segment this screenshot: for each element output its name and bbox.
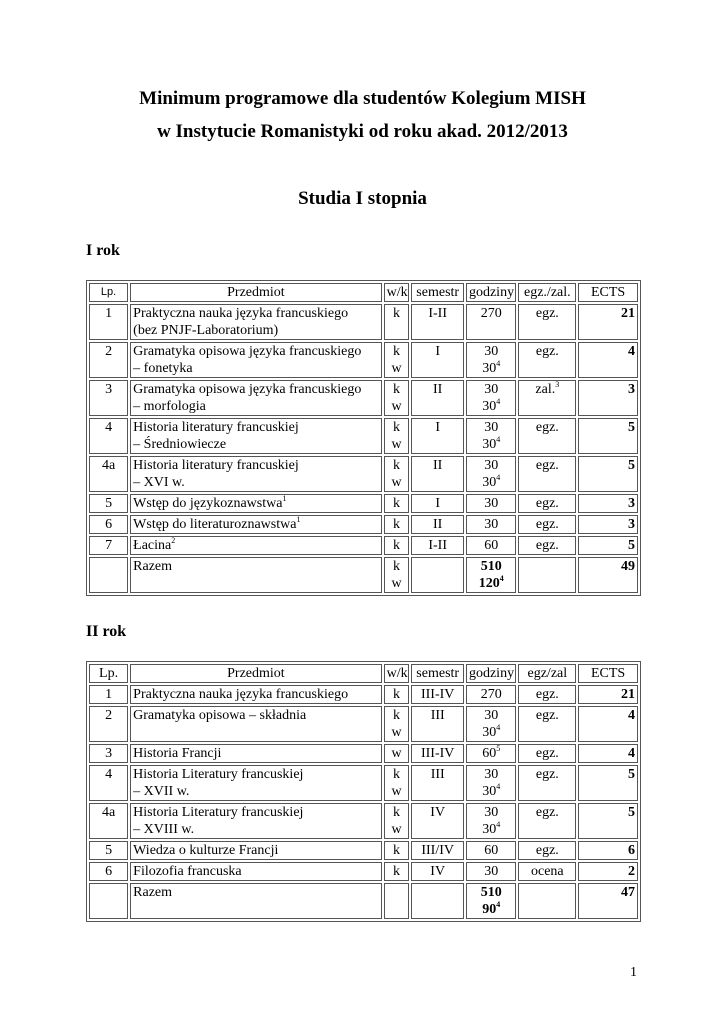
hours-cell bbox=[466, 304, 517, 340]
hours-cell bbox=[466, 536, 517, 555]
wk-value-2: w bbox=[391, 399, 402, 414]
exam-cell bbox=[518, 706, 576, 742]
wk-value-2: w bbox=[391, 437, 402, 452]
wk-cell bbox=[384, 557, 410, 593]
hours-value-2: 30 bbox=[482, 784, 497, 799]
year-2-heading: II rok bbox=[86, 623, 127, 640]
hours-total-cell bbox=[466, 883, 517, 919]
hours-value: 60 bbox=[484, 538, 499, 553]
exam-value: egz. bbox=[535, 344, 559, 359]
wk-value: k bbox=[393, 767, 401, 782]
lp-cell: 6 bbox=[89, 515, 128, 534]
exam-cell bbox=[518, 342, 576, 378]
subject-detail: – XVII w. bbox=[133, 784, 190, 799]
hours-value: 30 bbox=[484, 864, 499, 879]
page-title-line-2: w Instytucie Romanistyki od roku akad. 2012/2013 bbox=[157, 121, 568, 142]
hours-cell bbox=[466, 862, 517, 881]
column-header-hours: godziny bbox=[466, 664, 517, 683]
subject-cell bbox=[130, 536, 381, 555]
hours-value-2: 30 bbox=[482, 399, 497, 414]
ects-total: 47 bbox=[578, 883, 638, 919]
lp-cell: 2 bbox=[89, 706, 128, 742]
hours-value-2: 30 bbox=[482, 437, 497, 452]
subject-cell bbox=[130, 685, 381, 704]
ects-cell: 5 bbox=[578, 803, 638, 839]
exam-cell bbox=[518, 304, 576, 340]
hours-cell bbox=[466, 803, 517, 839]
column-header-lp: Lp. bbox=[89, 664, 128, 683]
wk-value: k bbox=[393, 306, 401, 321]
subject-name: Historia literatury francuskiej bbox=[133, 458, 299, 473]
hours-value: 30 bbox=[484, 458, 499, 473]
table-row bbox=[89, 841, 638, 860]
page-number: 1 bbox=[630, 965, 637, 980]
semester-cell: I bbox=[411, 418, 464, 454]
lp-cell: 4a bbox=[89, 456, 128, 492]
wk-value-2: w bbox=[391, 822, 402, 837]
page-subtitle: Studia I stopnia bbox=[298, 188, 427, 209]
exam-value: egz. bbox=[535, 746, 559, 761]
footnote-mark: 1 bbox=[296, 515, 301, 524]
wk-cell bbox=[384, 744, 410, 763]
exam-cell bbox=[518, 841, 576, 860]
ects-cell: 3 bbox=[578, 515, 638, 534]
exam-cell bbox=[518, 515, 576, 534]
exam-value: egz. bbox=[535, 767, 559, 782]
wk-value-2: w bbox=[391, 784, 402, 799]
hours-value: 30 bbox=[484, 805, 499, 820]
wk-cell bbox=[384, 685, 410, 704]
table-row bbox=[89, 744, 638, 763]
subject-cell bbox=[130, 706, 381, 742]
table-row bbox=[89, 515, 638, 534]
hours-total-cell bbox=[466, 557, 517, 593]
wk-total-line-1: k bbox=[393, 559, 401, 574]
hours-cell bbox=[466, 744, 517, 763]
wk-value: k bbox=[393, 843, 401, 858]
exam-cell bbox=[518, 862, 576, 881]
subject-name: Praktyczna nauka języka francuskiego bbox=[133, 306, 349, 321]
wk-cell bbox=[384, 494, 410, 513]
exam-cell bbox=[518, 418, 576, 454]
year-1-table bbox=[86, 280, 641, 596]
footnote-mark: 4 bbox=[496, 820, 501, 829]
footnote-mark: 5 bbox=[496, 744, 501, 753]
total-row bbox=[89, 883, 638, 919]
exam-value: egz. bbox=[535, 805, 559, 820]
lp-cell: 4 bbox=[89, 418, 128, 454]
wk-value: k bbox=[393, 538, 401, 553]
ects-cell: 2 bbox=[578, 862, 638, 881]
hours-cell bbox=[466, 380, 517, 416]
semester-cell bbox=[411, 883, 464, 919]
exam-cell bbox=[518, 803, 576, 839]
subject-name: Wstęp do językoznawstwa bbox=[133, 496, 283, 511]
subject-detail: – morfologia bbox=[133, 399, 206, 414]
year-2-table bbox=[86, 661, 641, 922]
hours-value: 270 bbox=[480, 687, 502, 702]
column-header-exam: egz./zal. bbox=[518, 283, 576, 302]
subject-cell bbox=[130, 862, 381, 881]
hours-cell bbox=[466, 515, 517, 534]
wk-value-2: w bbox=[391, 475, 402, 490]
exam-cell bbox=[518, 456, 576, 492]
column-header-lp: Lp. bbox=[89, 283, 128, 302]
exam-value: egz. bbox=[535, 458, 559, 473]
wk-cell bbox=[384, 456, 410, 492]
subject-detail: – XVIII w. bbox=[133, 822, 195, 837]
subject-name: Historia Literatury francuskiej bbox=[133, 767, 304, 782]
subject-cell bbox=[130, 456, 381, 492]
lp-cell bbox=[89, 557, 128, 593]
hours-value: 30 bbox=[484, 344, 499, 359]
total-row bbox=[89, 557, 638, 593]
subject-name: Filozofia francuska bbox=[133, 864, 242, 879]
exam-value: egz. bbox=[535, 843, 559, 858]
exam-value: zal. bbox=[535, 382, 556, 397]
wk-cell bbox=[384, 342, 410, 378]
semester-cell: I bbox=[411, 494, 464, 513]
semester-cell: III-IV bbox=[411, 685, 464, 704]
exam-cell bbox=[518, 765, 576, 801]
semester-cell: III/IV bbox=[411, 841, 464, 860]
wk-value: k bbox=[393, 708, 401, 723]
footnote-mark: 4 bbox=[496, 473, 501, 482]
table-row bbox=[89, 685, 638, 704]
ects-cell: 21 bbox=[578, 685, 638, 704]
table-row bbox=[89, 342, 638, 378]
lp-cell: 5 bbox=[89, 841, 128, 860]
wk-cell bbox=[384, 862, 410, 881]
exam-value: egz. bbox=[535, 420, 559, 435]
hours-cell bbox=[466, 685, 517, 704]
ects-cell: 6 bbox=[578, 841, 638, 860]
subject-detail: – fonetyka bbox=[133, 361, 193, 376]
subject-cell bbox=[130, 494, 381, 513]
subject-cell bbox=[130, 304, 381, 340]
wk-value: k bbox=[393, 382, 401, 397]
subject-name: Historia Literatury francuskiej bbox=[133, 805, 304, 820]
hours-value: 30 bbox=[484, 382, 499, 397]
hours-value: 30 bbox=[484, 708, 499, 723]
ects-cell: 4 bbox=[578, 342, 638, 378]
hours-value-2: 30 bbox=[482, 361, 497, 376]
table-row bbox=[89, 304, 638, 340]
exam-value: ocena bbox=[531, 864, 564, 879]
exam-cell bbox=[518, 883, 576, 919]
page-title: Minimum programowe dla studentów Kolegium MISH bbox=[139, 88, 586, 109]
exam-cell bbox=[518, 380, 576, 416]
column-header-wk: w/k bbox=[384, 664, 410, 683]
wk-cell bbox=[384, 536, 410, 555]
semester-cell: I-II bbox=[411, 304, 464, 340]
table-row bbox=[89, 380, 638, 416]
column-header-exam: egz/zal bbox=[518, 664, 576, 683]
subject-detail: – Średniowiecze bbox=[133, 437, 227, 452]
exam-value: egz. bbox=[535, 306, 559, 321]
wk-cell bbox=[384, 304, 410, 340]
wk-cell bbox=[384, 883, 410, 919]
exam-cell bbox=[518, 744, 576, 763]
hours-value: 30 bbox=[484, 420, 499, 435]
semester-cell: I-II bbox=[411, 536, 464, 555]
footnote-mark: 4 bbox=[496, 359, 501, 368]
table-row bbox=[89, 803, 638, 839]
hours-value-2: 30 bbox=[482, 475, 497, 490]
hours-cell bbox=[466, 706, 517, 742]
ects-cell: 3 bbox=[578, 494, 638, 513]
hours-value: 60 bbox=[484, 843, 499, 858]
hours-total-line-2: 90 bbox=[482, 902, 497, 917]
exam-value: egz. bbox=[535, 517, 559, 532]
subject-detail: – XVI w. bbox=[133, 475, 185, 490]
hours-value: 30 bbox=[484, 496, 499, 511]
subject-name: Praktyczna nauka języka francuskiego bbox=[133, 687, 349, 702]
hours-cell bbox=[466, 765, 517, 801]
lp-cell: 4a bbox=[89, 803, 128, 839]
ects-total: 49 bbox=[578, 557, 638, 593]
column-header-wk: w/k bbox=[384, 283, 410, 302]
hours-cell bbox=[466, 494, 517, 513]
subject-cell bbox=[130, 841, 381, 860]
wk-value-2: w bbox=[391, 725, 402, 740]
hours-value: 30 bbox=[484, 767, 499, 782]
lp-cell: 2 bbox=[89, 342, 128, 378]
exam-cell bbox=[518, 557, 576, 593]
wk-value: k bbox=[393, 458, 401, 473]
column-header-ects: ECTS bbox=[578, 664, 638, 683]
table-row bbox=[89, 418, 638, 454]
hours-cell bbox=[466, 841, 517, 860]
semester-cell: IV bbox=[411, 862, 464, 881]
wk-value: w bbox=[391, 746, 402, 761]
wk-value: k bbox=[393, 420, 401, 435]
wk-cell bbox=[384, 803, 410, 839]
semester-cell bbox=[411, 557, 464, 593]
table-row bbox=[89, 494, 638, 513]
hours-value: 60 bbox=[482, 746, 497, 761]
footnote-mark: 4 bbox=[496, 782, 501, 791]
ects-cell: 3 bbox=[578, 380, 638, 416]
lp-cell: 3 bbox=[89, 744, 128, 763]
subject-cell bbox=[130, 765, 381, 801]
lp-cell bbox=[89, 883, 128, 919]
semester-cell: II bbox=[411, 515, 464, 534]
semester-cell: III bbox=[411, 765, 464, 801]
wk-value: k bbox=[393, 805, 401, 820]
hours-value-2: 30 bbox=[482, 822, 497, 837]
exam-value: egz. bbox=[535, 538, 559, 553]
semester-cell: IV bbox=[411, 803, 464, 839]
ects-cell: 21 bbox=[578, 304, 638, 340]
wk-value: k bbox=[393, 517, 401, 532]
subject-name: Gramatyka opisowa języka francuskiego bbox=[133, 382, 362, 397]
ects-cell: 5 bbox=[578, 765, 638, 801]
semester-cell: II bbox=[411, 456, 464, 492]
wk-value: k bbox=[393, 496, 401, 511]
semester-cell: II bbox=[411, 380, 464, 416]
hours-cell bbox=[466, 418, 517, 454]
lp-cell: 1 bbox=[89, 304, 128, 340]
hours-value: 30 bbox=[484, 517, 499, 532]
column-header-semester: semestr bbox=[411, 664, 464, 683]
exam-cell bbox=[518, 536, 576, 555]
semester-cell: III bbox=[411, 706, 464, 742]
wk-value: k bbox=[393, 344, 401, 359]
column-header-subject: Przedmiot bbox=[130, 664, 381, 683]
wk-cell bbox=[384, 765, 410, 801]
column-header-ects: ECTS bbox=[578, 283, 638, 302]
table-row bbox=[89, 765, 638, 801]
year-1-heading: I rok bbox=[86, 242, 120, 259]
exam-value: egz. bbox=[535, 496, 559, 511]
subject-name: Wiedza o kulturze Francji bbox=[133, 843, 279, 858]
wk-total-line-2: w bbox=[391, 576, 402, 591]
subject-cell bbox=[130, 418, 381, 454]
ects-cell: 5 bbox=[578, 456, 638, 492]
footnote-mark: 1 bbox=[282, 494, 287, 503]
lp-cell: 6 bbox=[89, 862, 128, 881]
column-header-semester: semestr bbox=[411, 283, 464, 302]
wk-value-2: w bbox=[391, 361, 402, 376]
subject-name: Historia literatury francuskiej bbox=[133, 420, 299, 435]
wk-cell bbox=[384, 706, 410, 742]
hours-value-2: 30 bbox=[482, 725, 497, 740]
subject-name: Historia Francji bbox=[133, 746, 222, 761]
subject-name: Gramatyka opisowa – składnia bbox=[133, 708, 307, 723]
wk-cell bbox=[384, 380, 410, 416]
lp-cell: 5 bbox=[89, 494, 128, 513]
ects-cell: 4 bbox=[578, 744, 638, 763]
subject-name: Gramatyka opisowa języka francuskiego bbox=[133, 344, 362, 359]
hours-cell bbox=[466, 456, 517, 492]
exam-cell bbox=[518, 685, 576, 704]
header-row bbox=[89, 664, 638, 683]
hours-total-line-1: 510 bbox=[480, 559, 502, 574]
footnote-mark: 4 bbox=[496, 435, 501, 444]
footnote-mark: 2 bbox=[171, 536, 176, 545]
subject-cell bbox=[130, 380, 381, 416]
footnote-mark: 4 bbox=[496, 723, 501, 732]
column-header-hours: godziny bbox=[466, 283, 517, 302]
subject-detail: (bez PNJF-Laboratorium) bbox=[133, 323, 279, 338]
wk-cell bbox=[384, 515, 410, 534]
lp-cell: 4 bbox=[89, 765, 128, 801]
subject-cell bbox=[130, 515, 381, 534]
table-row bbox=[89, 862, 638, 881]
hours-total-line-2: 120 bbox=[478, 576, 500, 591]
wk-cell bbox=[384, 418, 410, 454]
subject-name: Łacina bbox=[133, 538, 172, 553]
total-label: Razem bbox=[130, 557, 381, 593]
total-label: Razem bbox=[130, 883, 381, 919]
hours-cell bbox=[466, 342, 517, 378]
semester-cell: III-IV bbox=[411, 744, 464, 763]
subject-cell bbox=[130, 342, 381, 378]
footnote-mark: 3 bbox=[555, 380, 560, 389]
footnote-mark: 4 bbox=[496, 397, 501, 406]
exam-value: egz. bbox=[535, 708, 559, 723]
wk-value: k bbox=[393, 687, 401, 702]
subject-name: Wstęp do literaturoznawstwa bbox=[133, 517, 297, 532]
column-header-subject: Przedmiot bbox=[130, 283, 381, 302]
lp-cell: 1 bbox=[89, 685, 128, 704]
subject-cell bbox=[130, 744, 381, 763]
footnote-mark: 4 bbox=[496, 900, 501, 909]
subject-cell bbox=[130, 803, 381, 839]
hours-value: 270 bbox=[480, 306, 502, 321]
wk-value: k bbox=[393, 864, 401, 879]
header-row bbox=[89, 283, 638, 302]
semester-cell: I bbox=[411, 342, 464, 378]
footnote-mark: 4 bbox=[499, 574, 504, 583]
exam-value: egz. bbox=[535, 687, 559, 702]
table-row bbox=[89, 456, 638, 492]
ects-cell: 4 bbox=[578, 706, 638, 742]
exam-cell bbox=[518, 494, 576, 513]
wk-cell bbox=[384, 841, 410, 860]
ects-cell: 5 bbox=[578, 536, 638, 555]
hours-total-line-1: 510 bbox=[480, 885, 502, 900]
lp-cell: 3 bbox=[89, 380, 128, 416]
lp-cell: 7 bbox=[89, 536, 128, 555]
table-row bbox=[89, 536, 638, 555]
ects-cell: 5 bbox=[578, 418, 638, 454]
table-row bbox=[89, 706, 638, 742]
